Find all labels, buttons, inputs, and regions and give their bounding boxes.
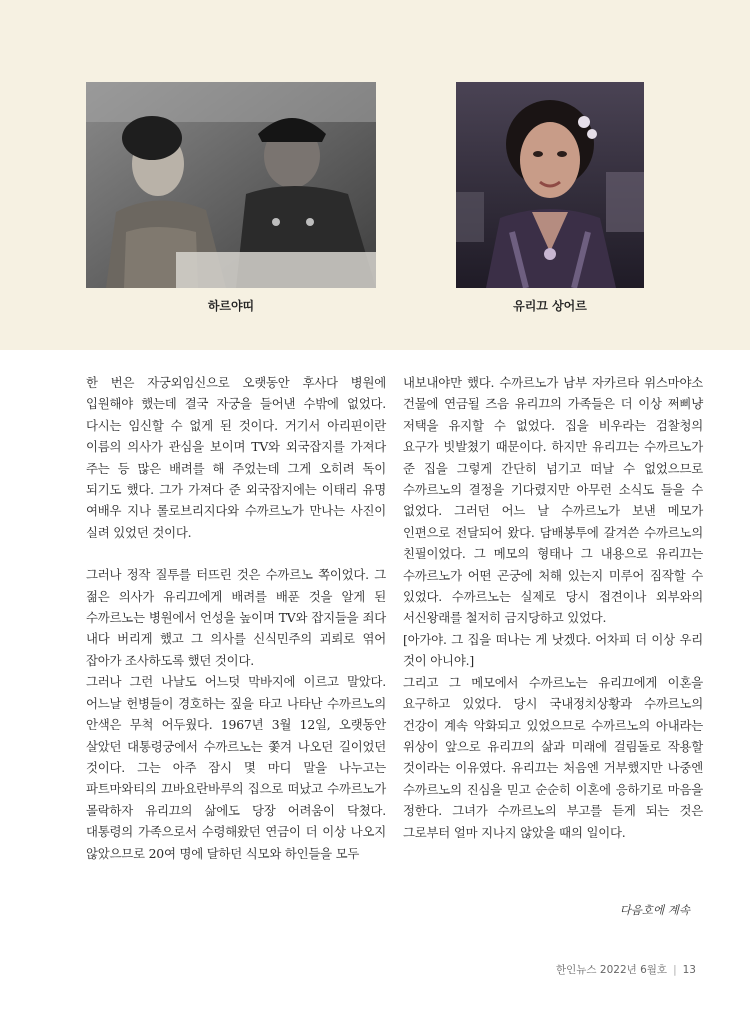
paragraph: 그리고 그 메모에서 수까르노는 유리끄에게 이혼을 요구하고 있었다. 당시 국내정치상황과 수까르노의 건강이 계속 악화되고 있었으므로 수까르노의 아내라는 위상이 앞으로 유리끄의 삶과 미래에 걸림돌로 작용할 것이라는 이유였다. 유리끄는 처음엔 거부했지만 나중엔 수까르노의 진심을 믿고 순순히 이혼에 응하기로 마음을 정한다. 그녀가 수까르노의 부고를 듣게 되는 것은 그로부터 얼마 지나지 않았을 때의 일이다. [403,674,703,840]
photo-yurike-sanger [456,82,644,288]
article-column-right [403,372,703,843]
page-number: 13 [682,964,696,976]
publication-name: 한인뉴스 2022년 6월호 [556,964,668,976]
photo-caption-yurike: 유리끄 상어르 [513,299,587,313]
paragraph: 그러나 정작 질투를 터뜨린 것은 수까르노 쪽이었다. 그 젊은 의사가 유리끄에게 배려를 배푼 것을 알게 된 수까르노는 병원에서 언성을 높이며 TV와 잡지들을 죄다 내다 버리게 했고 그 의사를 신식민주의 괴뢰로 엮어 잡아가 조사하도록 했던 것이다. [86,567,386,668]
paragraph: 한 번은 자궁외임신으로 오랫동안 후사다 병원에 입원해야 했는데 결국 자궁을 들어낸 수밖에 없었다. 다시는 임신할 수 없게 된 것이다. 거기서 아리핀이란 이름의 의사가 관심을 보이며 TV와 외국잡지를 가져다 주는 등 많은 배려를 해 주었는데 그게 오히려 독이 되기도 했다. 그가 가져다 준 외국잡지에는 이태리 유명 여배우 지나 롤로브리지다와 수까르노가 만나는 사진이 실려 있었던 것이다. [86,375,386,540]
photo-hartini-image [86,82,376,288]
continued-next-issue: 다음호에 계속 [619,903,690,917]
quote-paragraph: [아가야. 그 집을 떠나는 게 낫겠다. 어차피 더 이상 우리 것이 아니야.] [403,631,703,669]
page-footer [556,962,696,977]
paragraph: 내보내야만 했다. 수까르노가 남부 자카르타 위스마야소 건물에 연금될 즈음 유리끄의 가족들은 더 이상 쩌삐냥 저택을 유지할 수 없었다. 집을 비우라는 검찰청의 요구가 빗발쳤기 때문이다. 하지만 유리끄는 수까르노가 준 집을 그렇게 간단히 넘기고 떠날 수 없었으므로 수까르노의 결정을 기다렸지만 아무런 소식도 들을 수 없었다. 그러던 어느 날 수까르노가 보낸 메모가 인편으로 전달되어 왔다. 담배봉투에 갈겨쓴 수까르노의 친필이었다. 그 메모의 형태나 그 내용으로 유리끄는 수까르노가 어떤 곤궁에 처해 있는지 미루어 짐작할 수 있었다. 수까르노는 실제로 당시 접견이나 외부와의 서신왕래를 철저히 금지당하고 있었다. [403,375,703,626]
footer-separator: | [673,964,677,976]
article-column-left [86,372,386,864]
photo-caption-hartini: 하르야띠 [207,299,255,313]
paragraph: 그러나 그런 나날도 어느덧 막바지에 이르고 말았다. 어느날 헌병들이 경호하는 짚을 타고 나타난 수까르노의 안색은 무척 어두웠다. 1967년 3월 12일, 오랫동안 살았던 대통령궁에서 수까르노는 쫓겨 나오던 길이었던 것이다. 그는 아주 잠시 몇 마디 말을 나누고는 파트마와티의 끄바요란바루의 집으로 떠났고 수까르노가 몰락하자 유리끄의 삶에도 당장 어려움이 닥쳤다. 대통령의 가족으로서 수령해왔던 연금이 더 이상 나오지 않았으므로 20여 명에 달하던 식모와 하인들을 모두 [86,674,386,861]
photo-hartini-with-sukarno [86,82,376,288]
photo-yurike-image [456,82,644,288]
